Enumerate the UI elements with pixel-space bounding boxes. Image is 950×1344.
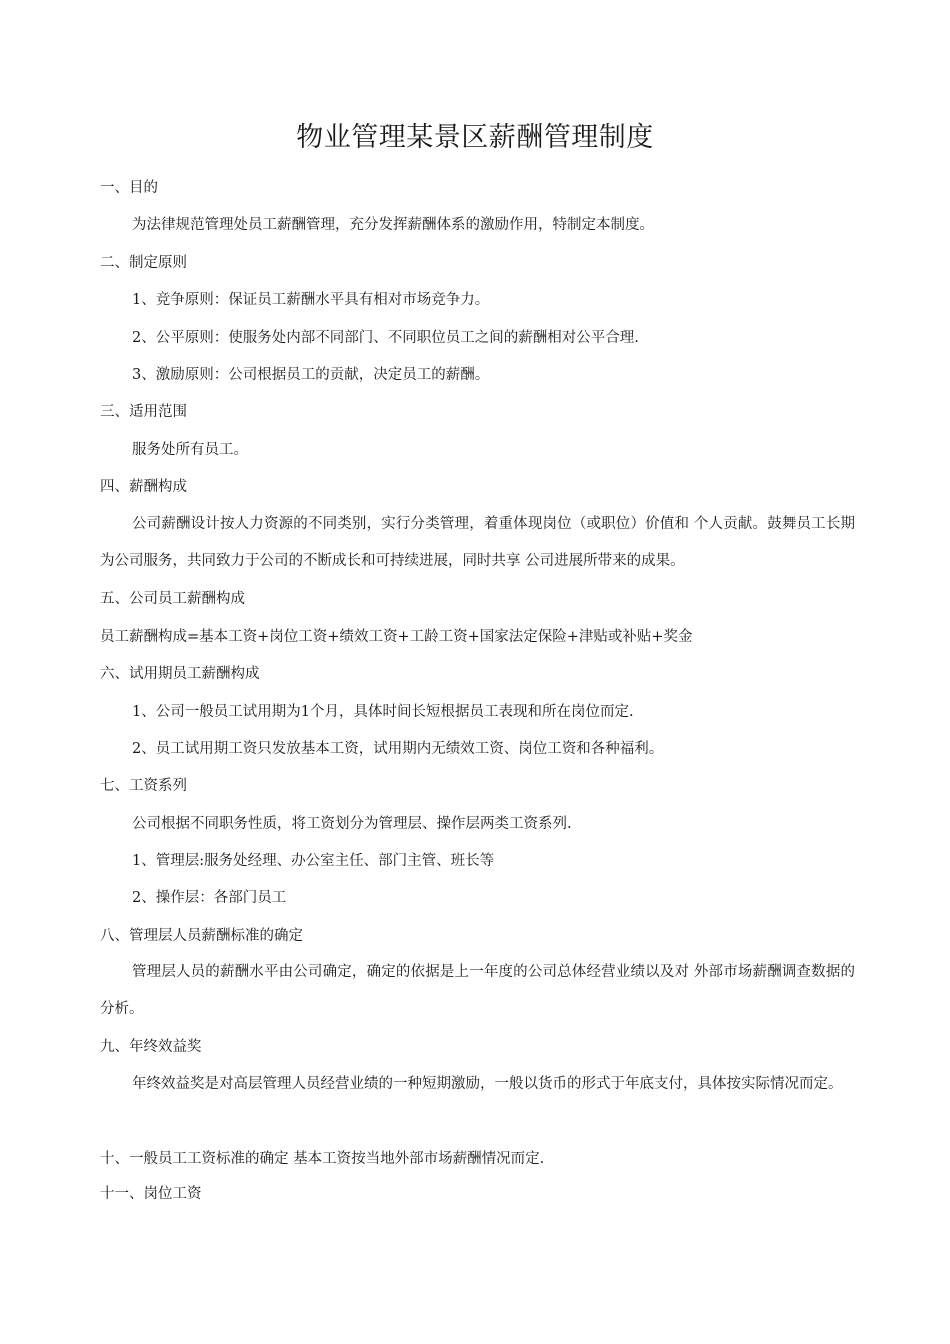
section-body-composition: 公司薪酬设计按人力资源的不同类别，实行分类管理，着重体现岗位（或职位）价值和 个人贡献。鼓舞员工长期为公司服务，共同致力于公司的不断成长和可持续进展，同时共享 公司进展所带来的成果。: [100, 516, 855, 569]
principle-item-competition: 1、竞争原则：保证员工薪酬水平具有相对市场竞争力。: [132, 292, 490, 308]
section-body-scope: 服务处所有员工。: [132, 442, 248, 458]
section-body-management-standard: 管理层人员的薪酬水平由公司确定，确定的依据是上一年度的公司总体经营业绩以及对 外部市场薪酬调查数据的分析。: [100, 964, 855, 1017]
section-heading-purpose: 一、目的: [100, 180, 158, 196]
section-heading-scope: 三、适用范围: [100, 404, 187, 420]
salary-series-operations: 2、操作层：各部门员工: [132, 890, 287, 906]
section-general-salary-standard: 十、一般员工工资标准的确定 基本工资按当地外部市场薪酬情况而定.: [100, 1151, 545, 1167]
principle-item-incentive: 3、激励原则：公司根据员工的贡献，决定员工的薪酬。: [132, 367, 490, 383]
section-heading-year-end-bonus: 九、年终效益奖: [100, 1039, 202, 1055]
section-heading-probation: 六、试用期员工薪酬构成: [100, 666, 260, 682]
section-heading-composition: 四、薪酬构成: [100, 479, 187, 495]
principle-item-fairness: 2、公平原则：使服务处内部不同部门、不同职位员工之间的薪酬相对公平合理.: [132, 330, 639, 346]
probation-item-period: 1、公司一般员工试用期为1个月，具体时间长短根据员工表现和所在岗位而定.: [132, 704, 634, 720]
section-heading-salary-series: 七、工资系列: [100, 778, 187, 794]
section-body-salary-series: 公司根据不同职务性质，将工资划分为管理层、操作层两类工资系列.: [132, 816, 572, 832]
section-heading-employee-composition: 五、公司员工薪酬构成: [100, 591, 245, 607]
section-body-purpose: 为法律规范管理处员工薪酬管理，充分发挥薪酬体系的激励作用，特制定本制度。: [132, 217, 654, 233]
probation-item-pay: 2、员工试用期工资只发放基本工资，试用期内无绩效工资、岗位工资和各种福利。: [132, 741, 664, 757]
section-heading-management-standard: 八、管理层人员薪酬标准的确定: [100, 928, 303, 944]
section-body-year-end-bonus: 年终效益奖是对高层管理人员经营业绩的一种短期激励，一般以货币的形式于年底支付，具体按实际情况而定。: [132, 1076, 843, 1092]
section-heading-position-salary: 十一、岗位工资: [100, 1186, 202, 1202]
salary-series-management: 1、管理层:服务处经理、办公室主任、部门主管、班长等: [132, 853, 495, 869]
document-title: 物业管理某景区薪酬管理制度: [296, 122, 654, 153]
section-heading-principles: 二、制定原则: [100, 255, 187, 271]
salary-formula: 员工薪酬构成=基本工资+岗位工资+绩效工资+工龄工资+国家法定保险+津贴或补贴+奖金: [100, 629, 693, 645]
